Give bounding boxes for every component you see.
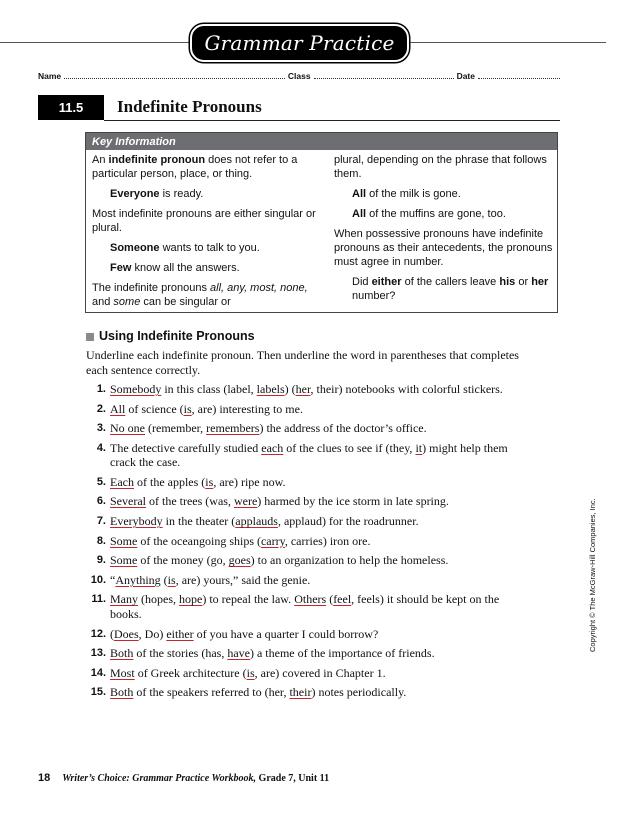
underlined-answer: Some (110, 533, 138, 548)
underlined-answer: Several (110, 494, 146, 509)
sentence-text: ) harmed by the ice storm in late spring. (257, 494, 449, 509)
sentence-text: , feels) it should be kept on the books. (110, 592, 500, 621)
underlined-answer: is (167, 572, 176, 587)
sentence-text: of science ( (125, 401, 184, 416)
exercise-number: 14. (90, 666, 106, 679)
section-title: Indefinite Pronouns (117, 97, 262, 116)
sentence-text: ) to an organization to help the homeless. (250, 553, 449, 568)
key-example: Someone wants to talk to you. (110, 242, 260, 254)
exercise-list (84, 382, 524, 705)
exercise-item (84, 382, 524, 397)
underlined-answer: feel (333, 592, 352, 607)
sentence-text: , their) notebooks with colorful stickers. (310, 382, 503, 396)
underlined-answer: Both (110, 646, 134, 661)
underlined-answer: labels (256, 382, 285, 396)
exercise-number: 15. (90, 686, 106, 699)
underlined-answer: Most (110, 665, 135, 680)
exercise-sentence (110, 534, 524, 549)
key-rule: When possessive pronouns have indefinite pronouns as their antecedents, the pronouns must agree in number. (334, 228, 553, 268)
key-rule: The indefinite pronouns all, any, most, none, and some can be singular or (92, 282, 308, 308)
sentence-text: ( (160, 572, 168, 587)
exercise-item (84, 573, 524, 588)
exercise-item (84, 475, 524, 490)
underlined-answer: Anything (115, 572, 161, 587)
page-footer (38, 772, 329, 784)
sentence-text: ( (326, 592, 334, 607)
exercise-number: 7. (96, 515, 106, 528)
sentence-text: of Greek architecture ( (134, 665, 247, 680)
underlined-answer: Somebody (110, 382, 162, 396)
underlined-answer: No one (110, 421, 145, 436)
section-rule (104, 120, 560, 121)
sentence-text: , are) yours,” said the genie. (175, 572, 311, 587)
subsection-title: Using Indefinite Pronouns (99, 329, 255, 343)
class-label: Class (287, 71, 311, 81)
sentence-text: of the clues to see if (they, (283, 440, 416, 455)
exercise-item (84, 592, 524, 621)
sentence-text: ) to repeal the law. (202, 592, 295, 607)
sentence-text: of the money (go, (137, 553, 229, 568)
underlined-answer: each (261, 440, 284, 455)
exercise-sentence (110, 666, 524, 681)
key-example: Everyone is ready. (110, 188, 204, 200)
sentence-text: , Do) (138, 626, 167, 641)
underlined-answer: it (415, 440, 423, 455)
underlined-answer: carry (260, 533, 285, 548)
grade-unit: Grade 7, Unit 11 (256, 773, 330, 784)
sentence-text: ) ( (284, 382, 296, 396)
exercise-number: 11. (91, 593, 106, 606)
sentence-text: “ (110, 572, 116, 587)
exercise-sentence (110, 592, 524, 621)
exercise-item (84, 553, 524, 568)
exercise-sentence (110, 627, 524, 642)
key-information-heading: Key Information (86, 133, 557, 150)
exercise-sentence (110, 553, 524, 568)
key-rule: Most indefinite pronouns are either singular or plural. (92, 208, 316, 234)
sentence-text: ) notes periodically. (311, 685, 407, 700)
underlined-answer: either (166, 626, 194, 641)
key-example: All of the muffins are gone, too. (352, 208, 506, 220)
key-definition: An indefinite pronoun does not refer to a particular person, place, or thing. (92, 154, 298, 180)
sentence-text: , applaud) for the roadrunner. (277, 514, 419, 529)
exercise-sentence (110, 421, 524, 436)
name-label: Name (38, 71, 62, 81)
sentence-text: of the oceangoing ships ( (137, 533, 261, 548)
sentence-text: of the stories (has, (133, 646, 228, 661)
underlined-answer: Each (110, 474, 134, 489)
exercise-item (84, 666, 524, 681)
exercise-number: 10. (90, 573, 106, 586)
key-info-right-column (334, 153, 554, 309)
underlined-answer: goes (228, 553, 251, 568)
exercise-number: 13. (90, 647, 106, 660)
exercise-item (84, 627, 524, 642)
form-line (38, 71, 563, 81)
key-info-left-column (92, 153, 317, 315)
sentence-text: ( (110, 626, 114, 641)
exercise-sentence (110, 573, 524, 588)
exercise-number: 9. (96, 554, 106, 567)
sentence-text: ) might help them crack the case. (110, 440, 508, 470)
underlined-answer: Others (294, 592, 327, 607)
underlined-answer: remembers (206, 421, 260, 436)
sentence-text: (remember, (145, 421, 207, 436)
class-field[interactable] (314, 78, 454, 79)
sentence-text: ) the address of the doctor’s office. (259, 421, 427, 436)
underlined-answer: applauds (235, 514, 278, 529)
date-field[interactable] (478, 78, 560, 79)
exercise-number: 12. (90, 627, 106, 640)
sentence-text: of the speakers referred to (her, (133, 685, 290, 700)
page-number: 18 (38, 772, 51, 784)
exercise-sentence (110, 514, 524, 529)
header-banner (190, 24, 409, 62)
sentence-text: The detective carefully studied (110, 440, 262, 455)
underlined-answer: their (289, 685, 312, 700)
exercise-sentence (110, 402, 524, 417)
exercise-item (84, 646, 524, 661)
sentence-text: in the theater ( (162, 514, 236, 529)
exercise-item (84, 685, 524, 700)
sentence-text: in this class (label, (161, 382, 257, 396)
sentence-text: ) a theme of the importance of friends. (249, 646, 435, 661)
sentence-text: of the apples ( (133, 474, 206, 489)
underlined-answer: is (183, 401, 192, 416)
banner-title: Grammar Practice (204, 31, 395, 55)
exercise-sentence (110, 646, 524, 661)
exercise-number: 4. (96, 441, 106, 454)
sentence-text: , are) ripe now. (213, 474, 286, 489)
underlined-answer: is (205, 474, 214, 489)
exercise-item (84, 402, 524, 417)
underlined-answer: Many (110, 592, 138, 607)
key-example: Did either of the callers leave his or her number? (352, 276, 549, 302)
underlined-answer: have (227, 646, 250, 661)
underlined-answer: All (110, 401, 126, 416)
exercise-number: 5. (96, 475, 106, 488)
sentence-text: , are) covered in Chapter 1. (254, 665, 386, 680)
exercise-number: 1. (96, 383, 106, 395)
underlined-answer: Both (110, 685, 134, 700)
underlined-answer: is (246, 665, 255, 680)
sentence-text: of the trees (was, (145, 494, 234, 509)
sentence-text: (hopes, (138, 592, 179, 607)
exercise-sentence (110, 494, 524, 509)
exercise-item (84, 534, 524, 549)
exercise-sentence (110, 382, 524, 397)
key-rule: plural, depending on the phrase that follows them. (334, 154, 547, 180)
underlined-answer: her (295, 382, 311, 396)
exercise-sentence (110, 475, 524, 490)
sentence-text: , carries) iron ore. (284, 533, 371, 548)
name-field[interactable] (64, 78, 285, 79)
exercise-item (84, 494, 524, 509)
underlined-answer: were (233, 494, 258, 509)
underlined-answer: Everybody (110, 514, 163, 529)
exercise-number: 2. (96, 402, 106, 415)
exercise-item (84, 421, 524, 436)
key-example: All of the milk is gone. (352, 188, 461, 200)
exercise-item (84, 514, 524, 529)
exercise-sentence (110, 441, 524, 470)
exercise-item (84, 441, 524, 470)
underlined-answer: Some (110, 553, 138, 568)
copyright-notice: Copyright © The McGraw-Hill Companies, Inc. (588, 498, 597, 652)
underlined-answer: hope (179, 592, 203, 607)
square-bullet-icon (86, 333, 94, 341)
sentence-text: , are) interesting to me. (191, 401, 303, 416)
key-example: Few know all the answers. (110, 262, 240, 274)
exercise-number: 3. (96, 422, 106, 435)
underlined-answer: Does (114, 626, 139, 641)
exercise-sentence (110, 685, 524, 700)
instructions: Underline each indefinite pronoun. Then underline the word in parentheses that completes each sentence correctly. (86, 348, 519, 377)
book-title: Writer’s Choice: Grammar Practice Workbook, (62, 773, 257, 784)
key-information-box (85, 132, 558, 313)
exercise-number: 8. (96, 534, 106, 547)
date-label: Date (456, 71, 475, 81)
sentence-text: of you have a quarter I could borrow? (193, 626, 379, 641)
section-number: 11.5 (38, 95, 104, 120)
exercise-number: 6. (96, 495, 106, 508)
